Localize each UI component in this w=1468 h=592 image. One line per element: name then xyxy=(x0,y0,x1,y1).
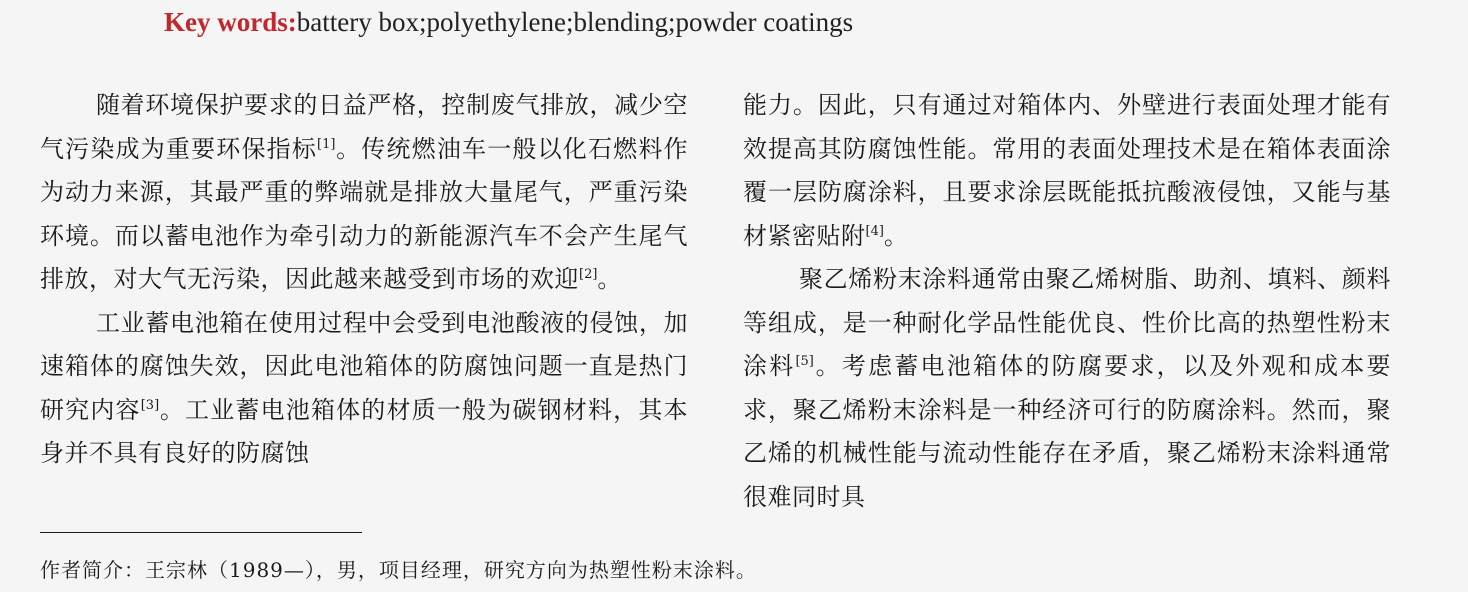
keyword-item: powder coatings xyxy=(675,7,854,37)
keyword-delimiter: ; xyxy=(565,7,574,37)
paragraph-text: 随着环境保护要求的日益严格，控制废气排放，减少空气污染成为重要环保指标 xyxy=(40,91,688,163)
footnote-divider xyxy=(40,532,362,533)
citation-ref: [2] xyxy=(579,267,598,282)
paragraph-text: 能力。因此，只有通过对箱体内、外壁进行表面处理才能有效提高其防腐蚀性能。常用的表面处理技术是在箱体表面涂覆一层防腐涂料，且要求涂层既能抵抗酸液侵蚀，又能与基材紧密贴附 xyxy=(743,91,1391,250)
citation-ref: [4] xyxy=(865,223,884,239)
paragraph-text: 聚乙烯粉末涂料通常由聚乙烯树脂、助剂、填料、颜料等组成，是一种耐化学品性能优良、性价比高的热塑性粉末涂料 xyxy=(743,265,1391,380)
keywords-label: Key words xyxy=(164,7,288,37)
body-paragraph xyxy=(40,84,688,302)
keywords-line xyxy=(164,4,853,40)
keyword-delimiter: ; xyxy=(667,7,676,37)
citation-ref: [5] xyxy=(795,354,814,369)
paragraph-text: 。考虑蓄电池箱体的防腐要求，以及外观和成本要求，聚乙烯粉末涂料是一种经济可行的防腐涂料。然而，聚乙烯的机械性能与流动性能存在矛盾，聚乙烯粉末涂料通常很难同时具 xyxy=(743,352,1392,511)
keyword-item: battery box xyxy=(296,7,419,37)
body-paragraph xyxy=(40,302,688,476)
body-paragraph-continued xyxy=(743,84,1391,258)
keyword-item: polyethylene xyxy=(426,7,566,37)
body-paragraph xyxy=(743,258,1391,519)
paragraph-text: 工业蓄电池箱在使用过程中会受到电池酸液的侵蚀，加速箱体的腐蚀失效，因此电池箱体的防腐蚀问题一直是热门研究内容 xyxy=(40,308,688,424)
citation-ref: [3] xyxy=(140,397,160,413)
keyword-delimiter: ; xyxy=(418,7,427,37)
paragraph-text: 。工业蓄电池箱体的材质一般为碳钢材料，其本身并不具有良好的防腐蚀 xyxy=(40,395,689,467)
author-footnote: 作者简介：王宗林（1989—），男，项目经理，研究方向为热塑性粉末涂料。 xyxy=(40,558,757,582)
keywords-colon: : xyxy=(287,7,297,37)
left-column xyxy=(40,84,688,476)
citation-ref: [1] xyxy=(317,136,336,152)
keyword-item: blending xyxy=(573,7,668,37)
paragraph-text: 。传统燃油车一般以化石燃料作为动力来源，其最严重的弊端就是排放大量尾气，严重污染环境。而以蓄电池作为牵引动力的新能源汽车不会产生尾气排放，对大气无污染，因此越来越受到市场的欢迎 xyxy=(40,134,689,293)
right-column xyxy=(743,84,1391,519)
paragraph-text: 。 xyxy=(597,265,622,293)
paragraph-text: 。 xyxy=(883,221,909,250)
